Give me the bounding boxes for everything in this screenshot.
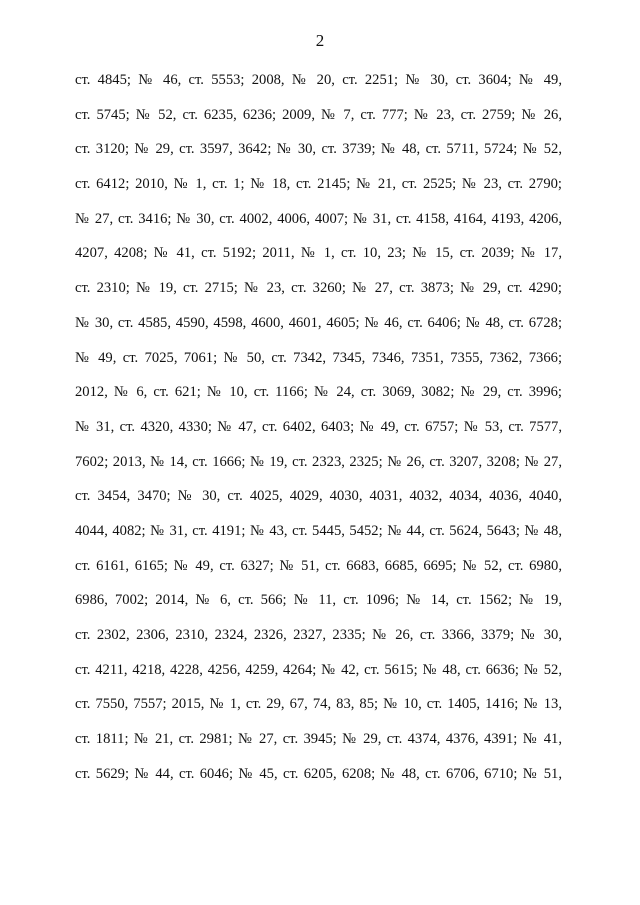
text-line: ст. 6161, 6165; № 49, ст. 6327; № 51, ст. 6683, 6685, 6695; № 52, ст. 6980,: [75, 557, 562, 574]
text-line: ст. 2310; № 19, ст. 2715; № 23, ст. 3260; № 27, ст. 3873; № 29, ст. 4290;: [75, 280, 562, 297]
text-line: ст. 5745; № 52, ст. 6235, 6236; 2009, № 7, ст. 777; № 23, ст. 2759; № 26,: [75, 106, 562, 123]
text-line: 2012, № 6, ст. 621; № 10, ст. 1166; № 24, ст. 3069, 3082; № 29, ст. 3996;: [75, 384, 562, 401]
text-line: ст. 6412; 2010, № 1, ст. 1; № 18, ст. 2145; № 21, ст. 2525; № 23, ст. 2790;: [75, 176, 562, 193]
text-line: ст. 4845; № 46, ст. 5553; 2008, № 20, ст. 2251; № 30, ст. 3604; № 49,: [75, 72, 562, 88]
text-line: 7602; 2013, № 14, ст. 1666; № 19, ст. 2323, 2325; № 26, ст. 3207, 3208; № 27,: [75, 453, 562, 470]
body-text: [75, 63, 562, 791]
text-line: ст. 3454, 3470; № 30, ст. 4025, 4029, 4030, 4031, 4032, 4034, 4036, 4040,: [75, 488, 562, 505]
text-line: № 30, ст. 4585, 4590, 4598, 4600, 4601, 4605; № 46, ст. 6406; № 48, ст. 6728;: [75, 314, 562, 331]
text-line: ст. 3120; № 29, ст. 3597, 3642; № 30, ст. 3739; № 48, ст. 5711, 5724; № 52,: [75, 141, 562, 158]
text-line: № 49, ст. 7025, 7061; № 50, ст. 7342, 7345, 7346, 7351, 7355, 7362, 7366;: [75, 349, 562, 366]
text-line: 4044, 4082; № 31, ст. 4191; № 43, ст. 5445, 5452; № 44, ст. 5624, 5643; № 48,: [75, 522, 562, 539]
text-line: ст. 1811; № 21, ст. 2981; № 27, ст. 3945; № 29, ст. 4374, 4376, 4391; № 41,: [75, 731, 562, 748]
page-number: 2: [315, 31, 325, 50]
text-line: ст. 5629; № 44, ст. 6046; № 45, ст. 6205, 6208; № 48, ст. 6706, 6710; № 51,: [75, 765, 562, 782]
text-line: ст. 2302, 2306, 2310, 2324, 2326, 2327, 2335; № 26, ст. 3366, 3379; № 30,: [75, 627, 562, 643]
text-line: ст. 4211, 4218, 4228, 4256, 4259, 4264; № 42, ст. 5615; № 48, ст. 6636; № 52,: [75, 661, 562, 678]
text-line: 4207, 4208; № 41, ст. 5192; 2011, № 1, ст. 10, 23; № 15, ст. 2039; № 17,: [75, 245, 562, 262]
text-line: ст. 7550, 7557; 2015, № 1, ст. 29, 67, 74, 83, 85; № 10, ст. 1405, 1416; № 13,: [75, 696, 562, 713]
text-line: 6986, 7002; 2014, № 6, ст. 566; № 11, ст. 1096; № 14, ст. 1562; № 19,: [75, 592, 562, 609]
text-line: № 31, ст. 4320, 4330; № 47, ст. 6402, 6403; № 49, ст. 6757; № 53, ст. 7577,: [75, 418, 562, 435]
text-line: № 27, ст. 3416; № 30, ст. 4002, 4006, 4007; № 31, ст. 4158, 4164, 4193, 4206,: [75, 210, 562, 227]
